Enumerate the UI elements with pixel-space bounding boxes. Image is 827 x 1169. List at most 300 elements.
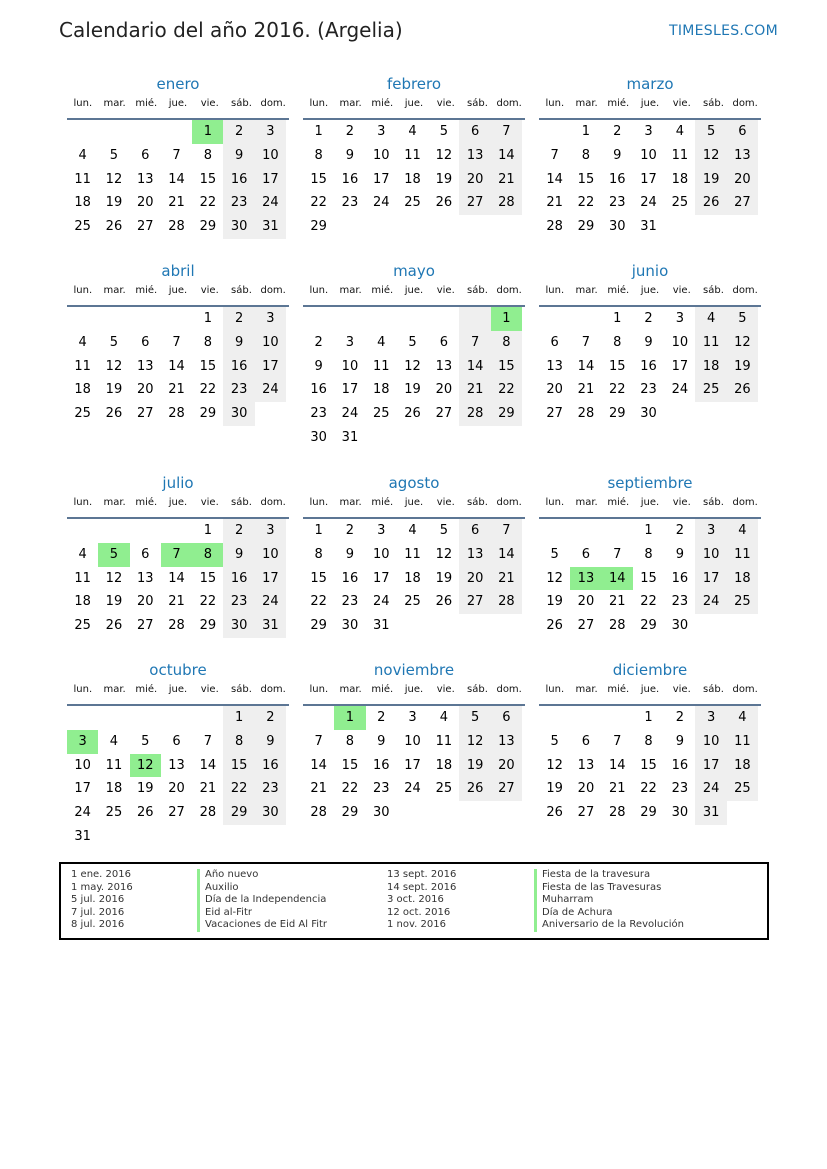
day-cell[interactable]: 1 bbox=[192, 120, 223, 144]
day-cell[interactable]: 20 bbox=[459, 567, 490, 591]
day-cell[interactable]: 19 bbox=[435, 171, 453, 187]
day-cell[interactable]: 25 bbox=[74, 406, 91, 422]
day-cell[interactable]: 26 bbox=[105, 618, 123, 634]
day-cell[interactable]: 10 bbox=[640, 147, 657, 163]
day-cell[interactable]: 10 bbox=[255, 144, 286, 168]
day-cell[interactable]: 10 bbox=[372, 546, 390, 562]
day-cell[interactable]: 11 bbox=[435, 733, 453, 749]
day-cell[interactable]: 28 bbox=[491, 590, 522, 614]
day-cell[interactable]: 20 bbox=[577, 781, 595, 797]
day-cell[interactable]: 27 bbox=[459, 191, 490, 215]
day-cell[interactable]: 9 bbox=[345, 546, 355, 562]
day-cell[interactable]: 16 bbox=[223, 355, 254, 379]
day-cell[interactable]: 17 bbox=[255, 168, 286, 192]
day-cell[interactable]: 31 bbox=[341, 429, 359, 445]
day-cell[interactable]: 23 bbox=[223, 378, 254, 402]
day-cell[interactable]: 17 bbox=[255, 355, 286, 379]
day-cell[interactable]: 24 bbox=[74, 805, 91, 821]
day-cell[interactable]: 23 bbox=[341, 195, 359, 211]
day-cell[interactable]: 19 bbox=[105, 594, 123, 610]
day-cell[interactable]: 2 bbox=[345, 124, 355, 139]
day-cell[interactable]: 13 bbox=[727, 144, 758, 168]
day-cell[interactable]: 10 bbox=[341, 358, 359, 374]
day-cell[interactable]: 8 bbox=[314, 546, 323, 562]
day-cell[interactable]: 10 bbox=[255, 331, 286, 355]
day-cell[interactable]: 30 bbox=[310, 429, 327, 445]
day-cell[interactable]: 14 bbox=[168, 171, 185, 187]
day-cell[interactable]: 16 bbox=[223, 168, 254, 192]
day-cell[interactable]: 3 bbox=[377, 124, 386, 139]
day-cell[interactable]: 29 bbox=[199, 406, 217, 422]
day-cell[interactable]: 5 bbox=[550, 733, 559, 749]
day-cell[interactable]: 29 bbox=[310, 618, 327, 634]
day-cell[interactable]: 18 bbox=[404, 171, 421, 187]
day-cell[interactable]: 8 bbox=[613, 334, 622, 350]
day-cell[interactable]: 4 bbox=[408, 124, 417, 139]
day-cell[interactable]: 2 bbox=[255, 706, 286, 730]
day-cell[interactable]: 24 bbox=[640, 195, 657, 211]
day-cell[interactable]: 29 bbox=[577, 219, 595, 235]
day-cell[interactable]: 19 bbox=[727, 355, 758, 379]
day-cell[interactable]: 21 bbox=[199, 781, 217, 797]
day-cell[interactable]: 17 bbox=[255, 567, 286, 591]
day-cell[interactable]: 12 bbox=[727, 331, 758, 355]
day-cell[interactable]: 13 bbox=[491, 730, 522, 754]
day-cell[interactable]: 28 bbox=[608, 618, 626, 634]
day-cell[interactable]: 17 bbox=[695, 567, 726, 591]
day-cell[interactable]: 21 bbox=[168, 195, 185, 211]
day-cell[interactable]: 12 bbox=[130, 754, 161, 778]
day-cell[interactable]: 15 bbox=[223, 754, 254, 778]
day-cell[interactable]: 27 bbox=[136, 618, 154, 634]
day-cell[interactable]: 6 bbox=[172, 733, 181, 749]
day-cell[interactable]: 12 bbox=[435, 546, 453, 562]
day-cell[interactable]: 5 bbox=[439, 124, 448, 139]
day-cell[interactable]: 6 bbox=[727, 120, 758, 144]
day-cell[interactable]: 14 bbox=[168, 358, 185, 374]
day-cell[interactable]: 6 bbox=[141, 546, 150, 562]
day-cell[interactable]: 22 bbox=[640, 781, 657, 797]
day-cell[interactable]: 2 bbox=[314, 334, 323, 350]
day-cell[interactable]: 2 bbox=[223, 519, 254, 543]
day-cell[interactable]: 26 bbox=[459, 777, 490, 801]
day-cell[interactable]: 6 bbox=[581, 546, 591, 562]
day-cell[interactable]: 27 bbox=[459, 590, 490, 614]
day-cell[interactable]: 22 bbox=[640, 594, 657, 610]
day-cell[interactable]: 29 bbox=[223, 801, 254, 825]
day-cell[interactable]: 27 bbox=[727, 191, 758, 215]
day-cell[interactable]: 9 bbox=[314, 358, 323, 374]
day-cell[interactable]: 16 bbox=[372, 757, 390, 773]
day-cell[interactable]: 20 bbox=[546, 382, 563, 398]
day-cell[interactable]: 12 bbox=[695, 144, 726, 168]
day-cell[interactable]: 30 bbox=[640, 406, 657, 422]
day-cell[interactable]: 14 bbox=[577, 358, 595, 374]
day-cell[interactable]: 24 bbox=[695, 777, 726, 801]
day-cell[interactable]: 2 bbox=[675, 523, 684, 538]
day-cell[interactable]: 12 bbox=[404, 358, 421, 374]
day-cell[interactable]: 28 bbox=[168, 618, 185, 634]
day-cell[interactable]: 3 bbox=[408, 710, 417, 725]
day-cell[interactable]: 23 bbox=[671, 781, 689, 797]
day-cell[interactable]: 11 bbox=[404, 546, 421, 562]
day-cell[interactable]: 26 bbox=[727, 378, 758, 402]
day-cell[interactable]: 23 bbox=[310, 406, 327, 422]
day-cell[interactable]: 25 bbox=[74, 618, 91, 634]
day-cell[interactable]: 1 bbox=[314, 523, 323, 538]
day-cell[interactable]: 21 bbox=[491, 168, 522, 192]
day-cell[interactable]: 4 bbox=[78, 334, 87, 350]
day-cell[interactable]: 31 bbox=[74, 828, 91, 844]
day-cell[interactable]: 3 bbox=[255, 519, 286, 543]
day-cell[interactable]: 28 bbox=[459, 402, 490, 426]
day-cell[interactable]: 22 bbox=[577, 195, 595, 211]
day-cell[interactable]: 18 bbox=[671, 171, 689, 187]
day-cell[interactable]: 30 bbox=[671, 805, 689, 821]
day-cell[interactable]: 8 bbox=[644, 733, 653, 749]
day-cell[interactable]: 1 bbox=[613, 311, 622, 326]
day-cell[interactable]: 3 bbox=[695, 519, 726, 543]
day-cell[interactable]: 2 bbox=[613, 124, 622, 139]
day-cell[interactable]: 25 bbox=[671, 195, 689, 211]
day-cell[interactable]: 9 bbox=[223, 144, 254, 168]
day-cell[interactable]: 7 bbox=[314, 733, 323, 749]
day-cell[interactable]: 11 bbox=[727, 543, 758, 567]
day-cell[interactable]: 18 bbox=[74, 594, 91, 610]
day-cell[interactable]: 15 bbox=[577, 171, 595, 187]
day-cell[interactable]: 5 bbox=[550, 546, 559, 562]
day-cell[interactable]: 26 bbox=[695, 191, 726, 215]
day-cell[interactable]: 22 bbox=[199, 382, 217, 398]
day-cell[interactable]: 18 bbox=[74, 382, 91, 398]
day-cell[interactable]: 22 bbox=[310, 195, 327, 211]
day-cell[interactable]: 24 bbox=[372, 594, 390, 610]
day-cell[interactable]: 13 bbox=[136, 358, 154, 374]
day-cell[interactable]: 23 bbox=[255, 777, 286, 801]
day-cell[interactable]: 7 bbox=[581, 334, 591, 350]
day-cell[interactable]: 22 bbox=[608, 382, 626, 398]
day-cell[interactable]: 2 bbox=[223, 120, 254, 144]
day-cell[interactable]: 1 bbox=[644, 710, 653, 725]
day-cell[interactable]: 25 bbox=[727, 590, 758, 614]
day-cell[interactable]: 6 bbox=[550, 334, 559, 350]
day-cell[interactable]: 8 bbox=[644, 546, 653, 562]
day-cell[interactable]: 28 bbox=[310, 805, 327, 821]
day-cell[interactable]: 15 bbox=[640, 757, 657, 773]
day-cell[interactable]: 20 bbox=[727, 168, 758, 192]
day-cell[interactable]: 4 bbox=[109, 733, 119, 749]
day-cell[interactable]: 3 bbox=[644, 124, 653, 139]
day-cell[interactable]: 4 bbox=[675, 124, 684, 139]
day-cell[interactable]: 30 bbox=[223, 614, 254, 638]
day-cell[interactable]: 8 bbox=[223, 730, 254, 754]
day-cell[interactable]: 16 bbox=[341, 570, 359, 586]
day-cell[interactable]: 19 bbox=[459, 754, 490, 778]
day-cell[interactable]: 18 bbox=[74, 195, 91, 211]
day-cell[interactable]: 8 bbox=[203, 147, 212, 163]
day-cell[interactable]: 20 bbox=[459, 168, 490, 192]
day-cell[interactable]: 27 bbox=[136, 219, 154, 235]
day-cell[interactable]: 31 bbox=[372, 618, 390, 634]
day-cell[interactable]: 4 bbox=[377, 334, 386, 350]
day-cell[interactable]: 14 bbox=[459, 355, 490, 379]
day-cell[interactable]: 28 bbox=[546, 219, 563, 235]
day-cell[interactable]: 16 bbox=[223, 567, 254, 591]
day-cell[interactable]: 20 bbox=[136, 382, 154, 398]
day-cell[interactable]: 11 bbox=[671, 147, 689, 163]
day-cell[interactable]: 1 bbox=[203, 523, 212, 538]
day-cell[interactable]: 11 bbox=[727, 730, 758, 754]
day-cell[interactable]: 6 bbox=[141, 334, 150, 350]
day-cell[interactable]: 4 bbox=[727, 706, 758, 730]
day-cell[interactable]: 29 bbox=[491, 402, 522, 426]
day-cell[interactable]: 5 bbox=[109, 334, 119, 350]
day-cell[interactable]: 8 bbox=[314, 147, 323, 163]
day-cell[interactable]: 21 bbox=[608, 781, 626, 797]
day-cell[interactable]: 29 bbox=[199, 219, 217, 235]
day-cell[interactable]: 12 bbox=[105, 570, 123, 586]
day-cell[interactable]: 16 bbox=[640, 358, 657, 374]
day-cell[interactable]: 17 bbox=[341, 382, 359, 398]
day-cell[interactable]: 7 bbox=[491, 519, 522, 543]
day-cell[interactable]: 29 bbox=[341, 805, 359, 821]
day-cell[interactable]: 9 bbox=[223, 543, 254, 567]
day-cell[interactable]: 2 bbox=[675, 710, 684, 725]
day-cell[interactable]: 23 bbox=[671, 594, 689, 610]
day-cell[interactable]: 30 bbox=[223, 215, 254, 239]
day-cell[interactable]: 18 bbox=[727, 754, 758, 778]
day-cell[interactable]: 26 bbox=[105, 219, 123, 235]
day-cell[interactable]: 15 bbox=[310, 171, 327, 187]
day-cell[interactable]: 7 bbox=[459, 331, 490, 355]
day-cell[interactable]: 13 bbox=[577, 757, 595, 773]
day-cell[interactable]: 24 bbox=[372, 195, 390, 211]
day-cell[interactable]: 25 bbox=[372, 406, 390, 422]
day-cell[interactable]: 21 bbox=[310, 781, 327, 797]
day-cell[interactable]: 31 bbox=[640, 219, 657, 235]
day-cell[interactable]: 6 bbox=[141, 147, 150, 163]
day-cell[interactable]: 5 bbox=[727, 307, 758, 331]
day-cell[interactable]: 16 bbox=[255, 754, 286, 778]
day-cell[interactable]: 1 bbox=[644, 523, 653, 538]
day-cell[interactable]: 7 bbox=[613, 733, 622, 749]
day-cell[interactable]: 6 bbox=[581, 733, 591, 749]
day-cell[interactable]: 1 bbox=[581, 124, 591, 139]
day-cell[interactable]: 26 bbox=[404, 406, 421, 422]
day-cell[interactable]: 17 bbox=[695, 754, 726, 778]
day-cell[interactable]: 10 bbox=[372, 147, 390, 163]
day-cell[interactable]: 5 bbox=[439, 523, 448, 538]
day-cell[interactable]: 8 bbox=[192, 543, 223, 567]
day-cell[interactable]: 29 bbox=[640, 805, 657, 821]
day-cell[interactable]: 19 bbox=[404, 382, 421, 398]
day-cell[interactable]: 9 bbox=[255, 730, 286, 754]
day-cell[interactable]: 25 bbox=[105, 805, 123, 821]
day-cell[interactable]: 16 bbox=[310, 382, 327, 398]
day-cell[interactable]: 23 bbox=[372, 781, 390, 797]
day-cell[interactable]: 17 bbox=[671, 358, 689, 374]
day-cell[interactable]: 12 bbox=[546, 757, 563, 773]
day-cell[interactable]: 16 bbox=[671, 757, 689, 773]
day-cell[interactable]: 15 bbox=[640, 570, 657, 586]
day-cell[interactable]: 19 bbox=[546, 594, 563, 610]
day-cell[interactable]: 10 bbox=[404, 733, 421, 749]
day-cell[interactable]: 28 bbox=[491, 191, 522, 215]
day-cell[interactable]: 30 bbox=[372, 805, 390, 821]
day-cell[interactable]: 13 bbox=[435, 358, 453, 374]
day-cell[interactable]: 8 bbox=[345, 733, 355, 749]
day-cell[interactable]: 16 bbox=[341, 171, 359, 187]
day-cell[interactable]: 1 bbox=[203, 311, 212, 326]
day-cell[interactable]: 16 bbox=[608, 171, 626, 187]
day-cell[interactable]: 21 bbox=[491, 567, 522, 591]
day-cell[interactable]: 24 bbox=[404, 781, 421, 797]
day-cell[interactable]: 9 bbox=[377, 733, 386, 749]
day-cell[interactable]: 10 bbox=[695, 543, 726, 567]
day-cell[interactable]: 5 bbox=[459, 706, 490, 730]
day-cell[interactable]: 17 bbox=[640, 171, 657, 187]
day-cell[interactable]: 10 bbox=[74, 757, 91, 773]
day-cell[interactable]: 1 bbox=[491, 307, 522, 331]
day-cell[interactable]: 3 bbox=[695, 706, 726, 730]
day-cell[interactable]: 15 bbox=[199, 171, 217, 187]
day-cell[interactable]: 24 bbox=[695, 590, 726, 614]
day-cell[interactable]: 18 bbox=[372, 382, 390, 398]
day-cell[interactable]: 3 bbox=[255, 120, 286, 144]
day-cell[interactable]: 24 bbox=[341, 406, 359, 422]
day-cell[interactable]: 9 bbox=[675, 546, 684, 562]
day-cell[interactable]: 29 bbox=[640, 618, 657, 634]
day-cell[interactable]: 17 bbox=[372, 171, 390, 187]
day-cell[interactable]: 26 bbox=[546, 805, 563, 821]
day-cell[interactable]: 4 bbox=[695, 307, 726, 331]
day-cell[interactable]: 7 bbox=[550, 147, 559, 163]
day-cell[interactable]: 6 bbox=[459, 519, 490, 543]
day-cell[interactable]: 9 bbox=[345, 147, 355, 163]
day-cell[interactable]: 22 bbox=[199, 195, 217, 211]
day-cell[interactable]: 27 bbox=[136, 406, 154, 422]
day-cell[interactable]: 15 bbox=[491, 355, 522, 379]
day-cell[interactable]: 5 bbox=[695, 120, 726, 144]
day-cell[interactable]: 10 bbox=[671, 334, 689, 350]
day-cell[interactable]: 30 bbox=[608, 219, 626, 235]
day-cell[interactable]: 26 bbox=[435, 594, 453, 610]
day-cell[interactable]: 20 bbox=[491, 754, 522, 778]
day-cell[interactable]: 12 bbox=[105, 171, 123, 187]
day-cell[interactable]: 4 bbox=[408, 523, 417, 538]
day-cell[interactable]: 11 bbox=[695, 331, 726, 355]
day-cell[interactable]: 28 bbox=[577, 406, 595, 422]
day-cell[interactable]: 23 bbox=[608, 195, 626, 211]
brand-link[interactable]: TIMESLES.COM bbox=[669, 23, 778, 39]
day-cell[interactable]: 25 bbox=[404, 195, 421, 211]
day-cell[interactable]: 7 bbox=[491, 120, 522, 144]
day-cell[interactable]: 14 bbox=[199, 757, 217, 773]
day-cell[interactable]: 2 bbox=[223, 307, 254, 331]
day-cell[interactable]: 21 bbox=[459, 378, 490, 402]
day-cell[interactable]: 7 bbox=[613, 546, 622, 562]
day-cell[interactable]: 22 bbox=[341, 781, 359, 797]
day-cell[interactable]: 3 bbox=[345, 334, 355, 350]
day-cell[interactable]: 13 bbox=[570, 567, 601, 591]
day-cell[interactable]: 22 bbox=[223, 777, 254, 801]
day-cell[interactable]: 27 bbox=[168, 805, 185, 821]
day-cell[interactable]: 15 bbox=[199, 570, 217, 586]
day-cell[interactable]: 11 bbox=[404, 147, 421, 163]
day-cell[interactable]: 29 bbox=[608, 406, 626, 422]
day-cell[interactable]: 22 bbox=[491, 378, 522, 402]
day-cell[interactable]: 23 bbox=[223, 191, 254, 215]
day-cell[interactable]: 23 bbox=[223, 590, 254, 614]
day-cell[interactable]: 14 bbox=[310, 757, 327, 773]
day-cell[interactable]: 25 bbox=[695, 378, 726, 402]
day-cell[interactable]: 19 bbox=[695, 168, 726, 192]
day-cell[interactable]: 26 bbox=[435, 195, 453, 211]
day-cell[interactable]: 16 bbox=[671, 570, 689, 586]
day-cell[interactable]: 9 bbox=[675, 733, 684, 749]
day-cell[interactable]: 21 bbox=[546, 195, 563, 211]
day-cell[interactable]: 25 bbox=[404, 594, 421, 610]
day-cell[interactable]: 14 bbox=[602, 567, 633, 591]
day-cell[interactable]: 20 bbox=[136, 195, 154, 211]
day-cell[interactable]: 21 bbox=[168, 594, 185, 610]
day-cell[interactable]: 7 bbox=[172, 334, 181, 350]
day-cell[interactable]: 15 bbox=[341, 757, 359, 773]
day-cell[interactable]: 1 bbox=[223, 706, 254, 730]
day-cell[interactable]: 11 bbox=[372, 358, 390, 374]
day-cell[interactable]: 7 bbox=[161, 543, 192, 567]
day-cell[interactable]: 12 bbox=[435, 147, 453, 163]
day-cell[interactable]: 4 bbox=[727, 519, 758, 543]
day-cell[interactable]: 19 bbox=[546, 781, 563, 797]
day-cell[interactable]: 20 bbox=[168, 781, 185, 797]
day-cell[interactable]: 28 bbox=[168, 406, 185, 422]
day-cell[interactable]: 12 bbox=[546, 570, 563, 586]
day-cell[interactable]: 19 bbox=[136, 781, 154, 797]
day-cell[interactable]: 27 bbox=[577, 805, 595, 821]
day-cell[interactable]: 3 bbox=[675, 311, 684, 326]
day-cell[interactable]: 11 bbox=[105, 757, 123, 773]
day-cell[interactable]: 21 bbox=[168, 382, 185, 398]
day-cell[interactable]: 13 bbox=[459, 144, 490, 168]
day-cell[interactable]: 26 bbox=[105, 406, 123, 422]
day-cell[interactable]: 17 bbox=[372, 570, 390, 586]
day-cell[interactable]: 18 bbox=[727, 567, 758, 591]
day-cell[interactable]: 24 bbox=[255, 378, 286, 402]
day-cell[interactable]: 30 bbox=[255, 801, 286, 825]
day-cell[interactable]: 1 bbox=[314, 124, 323, 139]
day-cell[interactable]: 3 bbox=[377, 523, 386, 538]
day-cell[interactable]: 13 bbox=[459, 543, 490, 567]
day-cell[interactable]: 27 bbox=[491, 777, 522, 801]
day-cell[interactable]: 20 bbox=[136, 594, 154, 610]
day-cell[interactable]: 10 bbox=[255, 543, 286, 567]
day-cell[interactable]: 30 bbox=[223, 402, 254, 426]
day-cell[interactable]: 14 bbox=[608, 757, 626, 773]
day-cell[interactable]: 21 bbox=[577, 382, 595, 398]
day-cell[interactable]: 4 bbox=[439, 710, 448, 725]
day-cell[interactable]: 28 bbox=[608, 805, 626, 821]
day-cell[interactable]: 26 bbox=[546, 618, 563, 634]
day-cell[interactable]: 25 bbox=[435, 781, 453, 797]
day-cell[interactable]: 18 bbox=[435, 757, 453, 773]
day-cell[interactable]: 9 bbox=[644, 334, 653, 350]
day-cell[interactable]: 8 bbox=[203, 334, 212, 350]
day-cell[interactable]: 10 bbox=[695, 730, 726, 754]
day-cell[interactable]: 2 bbox=[377, 710, 386, 725]
day-cell[interactable]: 13 bbox=[136, 171, 154, 187]
day-cell[interactable]: 14 bbox=[491, 543, 522, 567]
